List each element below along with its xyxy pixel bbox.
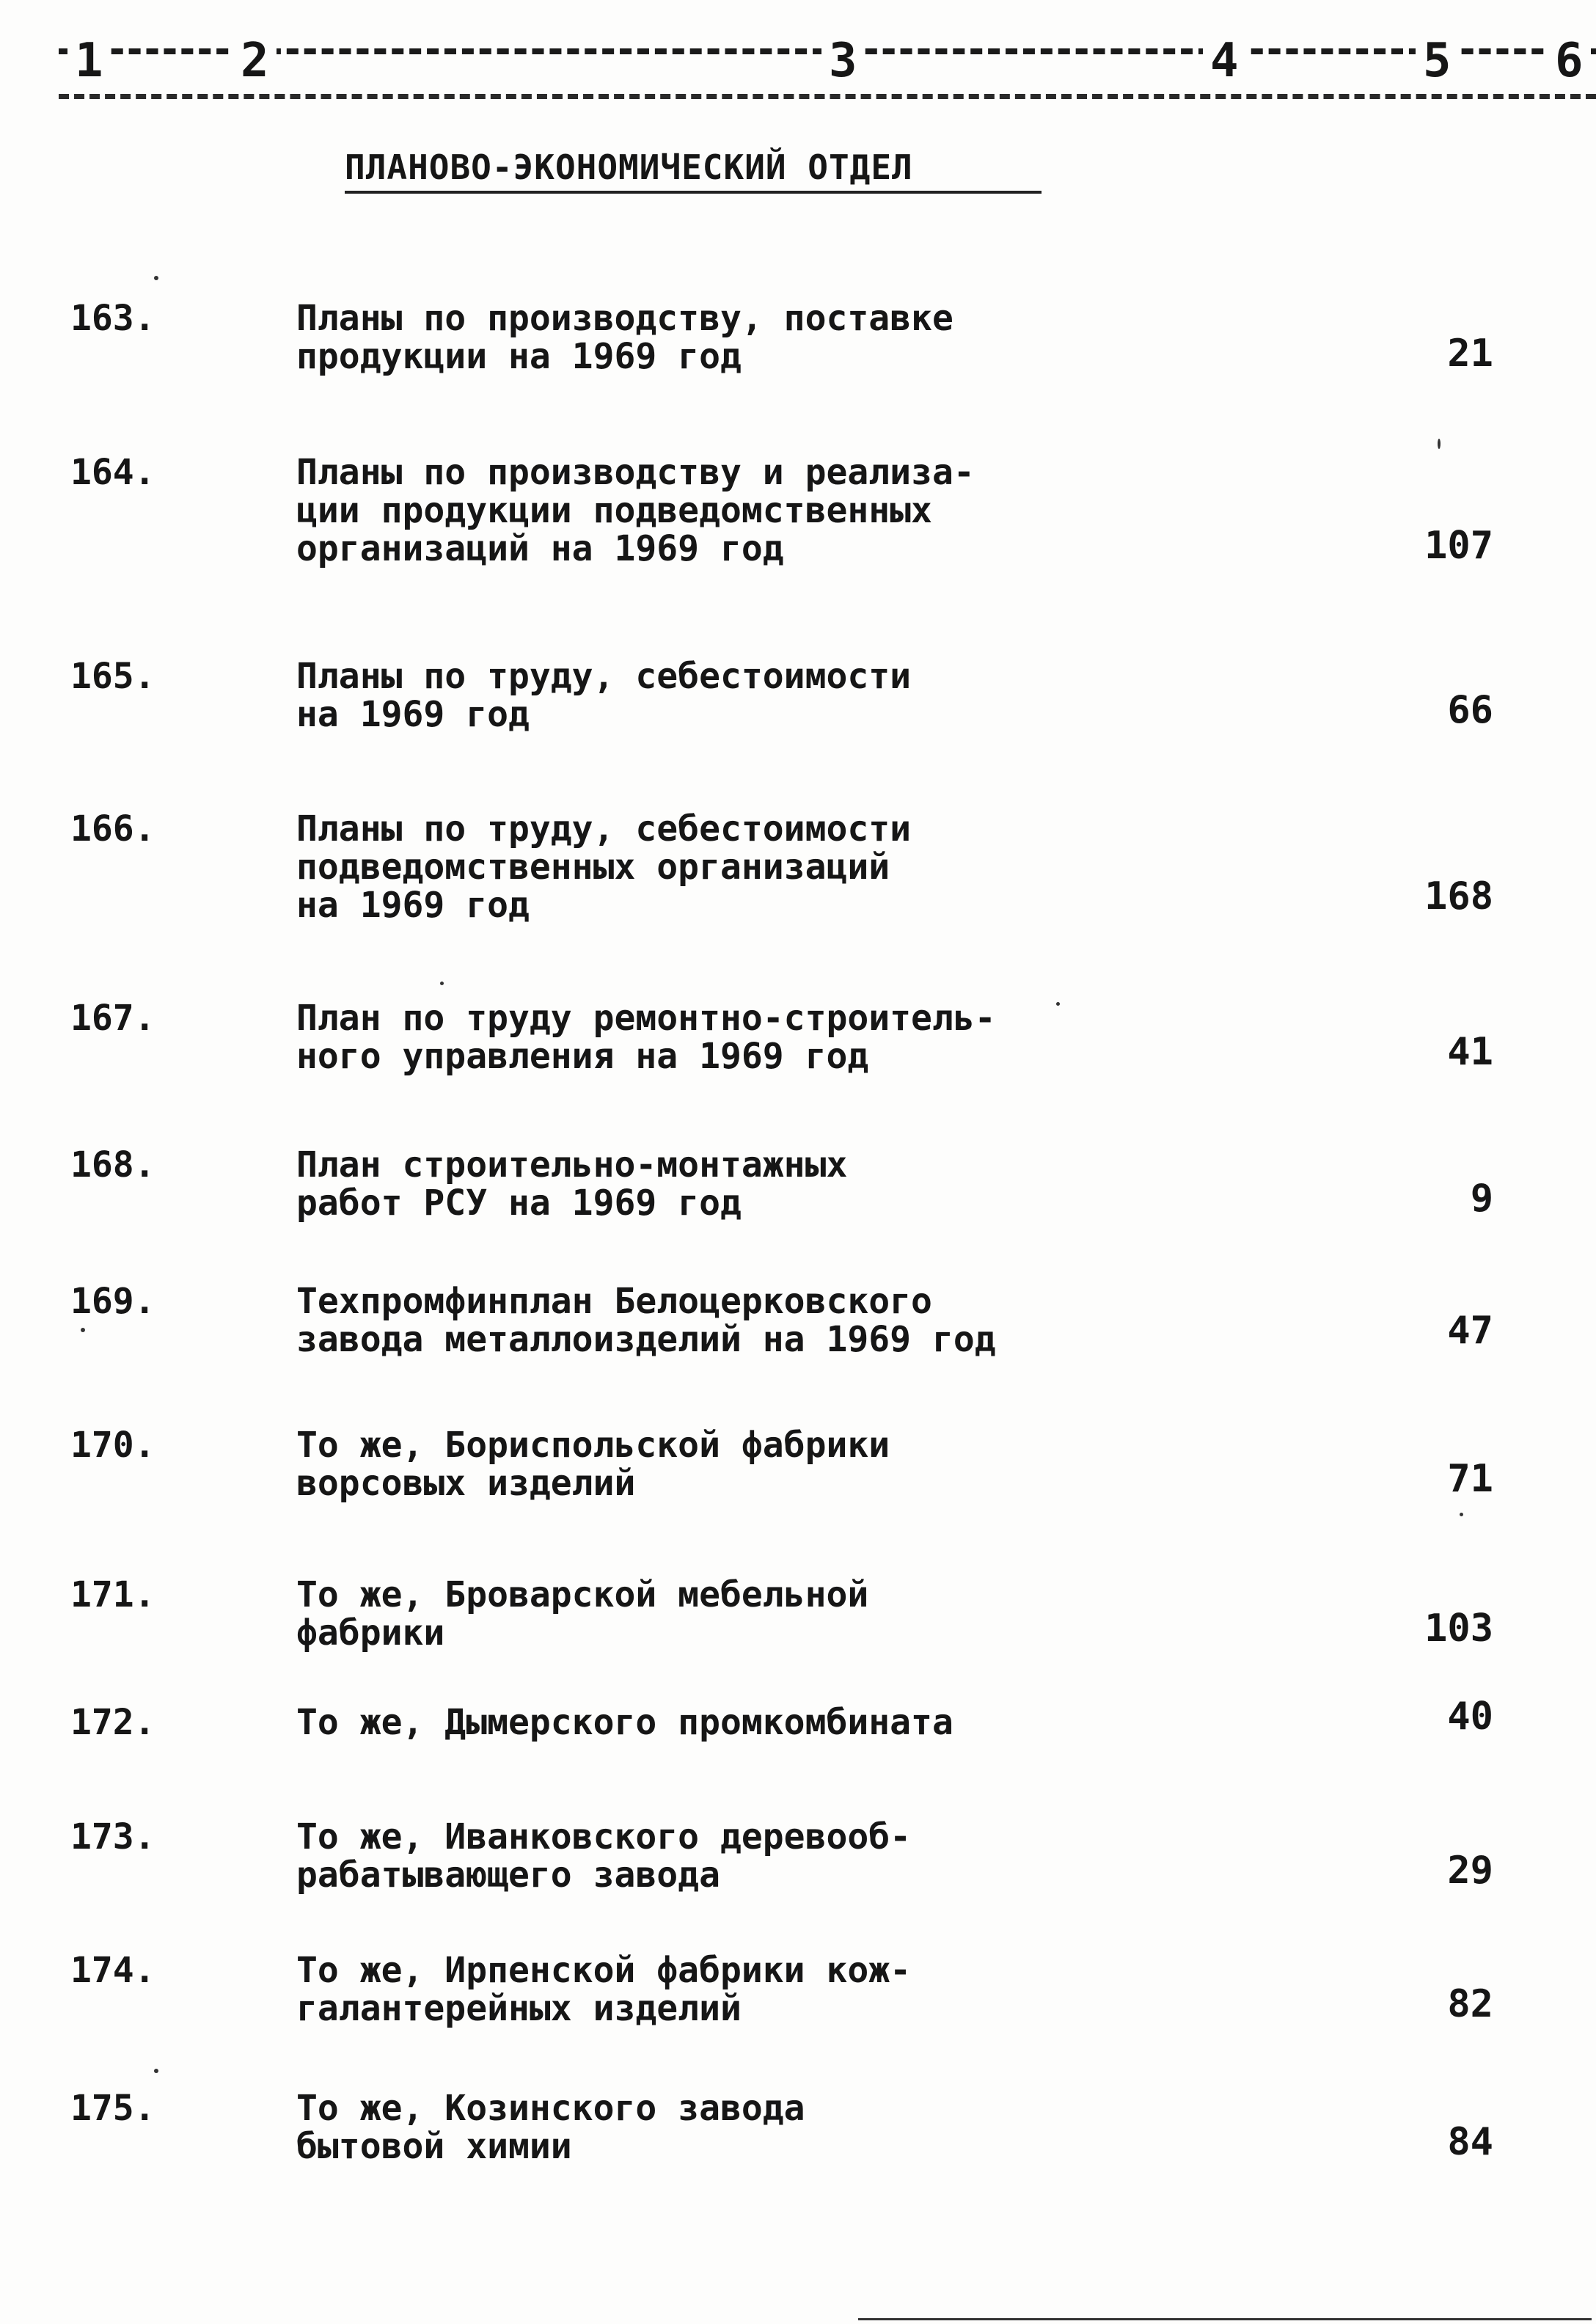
- item-sheet-count: 21: [1447, 332, 1493, 376]
- item-number: 175.: [70, 2088, 155, 2129]
- item-title: План по труду ремонтно-строитель- ного управления на 1969 год: [296, 998, 996, 1077]
- item-title: Планы по труду, себестоимости подведомственных организаций на 1969 год: [296, 808, 912, 926]
- item-title: План строительно-монтажных работ РСУ на 1969 год: [296, 1144, 848, 1224]
- item-title: То же, Козинского завода бытовой химии: [296, 2088, 805, 2167]
- column-number-5: 5: [1416, 28, 1459, 94]
- scan-speck: [1056, 1002, 1060, 1006]
- scan-speck: [1438, 439, 1441, 449]
- item-number: 171.: [70, 1574, 155, 1615]
- item-number: 172.: [70, 1702, 155, 1743]
- item-sheet-count: 41: [1447, 1030, 1493, 1074]
- item-title: То же, Иванковского деревооб- рабатывающего завода: [296, 1816, 912, 1896]
- item-number: 174.: [70, 1950, 155, 1991]
- item-sheet-count: 71: [1447, 1457, 1493, 1501]
- item-sheet-count: 84: [1447, 2120, 1493, 2164]
- item-number: 164.: [70, 452, 155, 493]
- item-title: Планы по производству, поставке продукции на 1969 год: [296, 298, 953, 377]
- item-title: Планы по производству и реализа- ции продукции подведомственных организаций на 1969 год: [296, 452, 975, 569]
- item-title: То же, Дымерского промкомбината: [296, 1702, 953, 1743]
- item-title: Техпромфинплан Белоцерковского завода металлоизделий на 1969 год: [296, 1281, 996, 1360]
- item-sheet-count: 168: [1424, 874, 1493, 918]
- item-title: То же, Броварской мебельной фабрики: [296, 1574, 869, 1654]
- item-sheet-count: 29: [1447, 1849, 1493, 1893]
- scan-speck: [1460, 1513, 1463, 1516]
- column-number-header: [59, 23, 1596, 89]
- item-sheet-count: 103: [1424, 1607, 1493, 1651]
- column-number-2: 2: [233, 28, 277, 94]
- item-number: 169.: [70, 1281, 155, 1322]
- item-title: То же, Бориспольской фабрики ворсовых изделий: [296, 1425, 890, 1504]
- scan-speck: [81, 1328, 85, 1332]
- item-number: 163.: [70, 298, 155, 339]
- item-sheet-count: 107: [1424, 524, 1493, 568]
- column-number-4: 4: [1203, 28, 1246, 94]
- header-dashed-rule-lower: [59, 94, 1596, 99]
- item-sheet-count: 47: [1447, 1309, 1493, 1353]
- item-number: 167.: [70, 998, 155, 1039]
- item-number: 170.: [70, 1425, 155, 1466]
- section-title: ПЛАНОВО-ЭКОНОМИЧЕСКИЙ ОТДЕЛ: [345, 147, 1042, 194]
- item-title: Планы по труду, себестоимости на 1969 год: [296, 656, 912, 735]
- item-number: 166.: [70, 808, 155, 849]
- item-number: 168.: [70, 1144, 155, 1185]
- item-sheet-count: 40: [1447, 1695, 1493, 1739]
- item-title: То же, Ирпенской фабрики кож- галантерейных изделий: [296, 1950, 912, 2029]
- scan-speck: [440, 982, 444, 985]
- item-sheet-count: 9: [1470, 1177, 1493, 1221]
- column-number-3: 3: [821, 28, 865, 94]
- item-sheet-count: 66: [1447, 688, 1493, 732]
- item-sheet-count: 82: [1447, 1982, 1493, 2026]
- item-number: 165.: [70, 656, 155, 697]
- column-number-1: 1: [67, 28, 111, 94]
- item-number: 173.: [70, 1816, 155, 1857]
- scan-speck: [154, 276, 158, 280]
- column-number-6: 6: [1548, 28, 1591, 94]
- scan-speck: [154, 2069, 158, 2073]
- scan-edge-line: [858, 2318, 1592, 2320]
